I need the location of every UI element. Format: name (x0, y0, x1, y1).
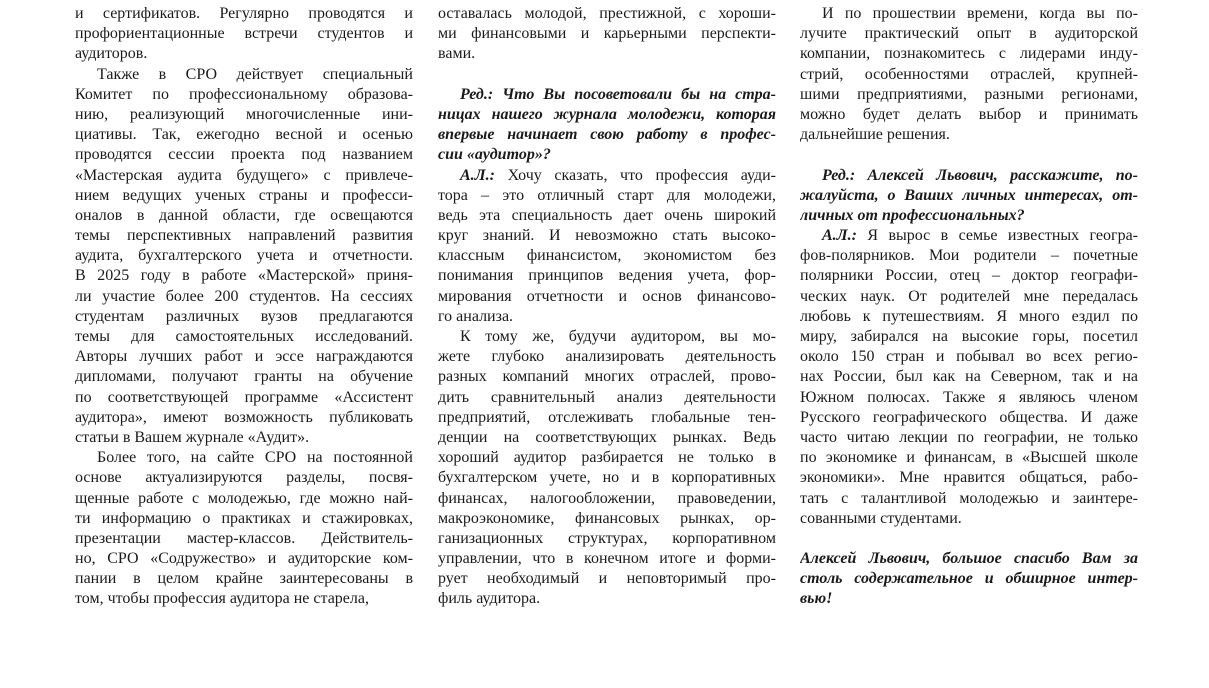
text-line: разных компаний многих отраслей, прово- (438, 368, 776, 386)
text-line: А.Л.: Хочу сказать, что профессия ауди- (460, 166, 776, 184)
body-paragraph (75, 448, 413, 610)
text-line: основе актуализируются разделы, посвя- (75, 469, 413, 487)
text-line: полярники России, отец – доктор географи- (800, 267, 1138, 285)
text-line: филь аудитора. (438, 590, 541, 608)
text-line: макроэкономике, финансовых рынках, ор- (438, 509, 776, 527)
text-line: предприятий, отслеживать глобальные тен- (438, 408, 776, 426)
text-line: можно будет делать выбор и принимать (800, 105, 1138, 123)
text-line: ческих наук. От родителей мне передалась (800, 287, 1138, 305)
text-line: А.Л.: Я вырос в семье известных геогра- (822, 227, 1138, 245)
text-line: бухгалтерском учете, но и в корпоративных (438, 469, 776, 487)
text-line: по экономике и финансам, в «Высшей школе (800, 449, 1138, 467)
text-line: Ред.: Алексей Львович, расскажите, по- (822, 166, 1138, 184)
text-line: оналов в данной области, где освещаются (75, 206, 413, 224)
text-line: темы для самостоятельных исследований. (75, 328, 413, 345)
text-line: пании в целом крайне заинтересованы в (75, 570, 413, 588)
text-column-2 (438, 4, 776, 610)
interview-question-paragraph (800, 549, 1138, 610)
text-line: ганизационных структурах, корпоративном (438, 529, 776, 547)
text-line: Русского географического общества. И даже (800, 408, 1138, 426)
paragraph-spacer (438, 65, 776, 85)
text-line: и сертификатов. Регулярно проводятся и (75, 5, 413, 22)
text-line: сованными студентами. (800, 509, 962, 527)
text-line: тора – это отличный старт для молодежи, (438, 186, 776, 204)
speaker-label: А.Л.: (460, 166, 495, 184)
text-line: лучите практический опыт в аудиторской (800, 25, 1138, 43)
body-paragraph (438, 4, 776, 65)
text-line: по соответствующей программе «Ассистент (75, 388, 413, 406)
text-line: денции на соответствующих рынках. Ведь (438, 428, 776, 446)
text-line: ведь эта специальность дает очень широкий (438, 206, 776, 224)
text-line: Южном полюсах. Также я являюсь членом (800, 388, 1138, 406)
text-line: экономики». Мне нравится общаться, рабо- (800, 469, 1138, 487)
text-line: оставалась молодой, престижной, с хороши- (438, 5, 776, 22)
text-line: рует необходимый и неповторимый про- (438, 570, 776, 588)
text-line: «Мастерская аудита будущего» с привлече- (75, 166, 413, 184)
interview-question-paragraph (438, 85, 776, 166)
text-column-1 (75, 4, 413, 610)
text-line: дальнейшие решения. (800, 126, 950, 144)
body-paragraph (800, 226, 1138, 529)
text-line: аудита, бухгалтерского учета и отчетности. (75, 247, 413, 265)
text-line: го анализа. (438, 307, 514, 325)
text-line: хороший аудитор разбирается не только в (438, 449, 776, 467)
text-line: классным финансистом, экономистом без (438, 247, 776, 265)
text-line: том, чтобы профессия аудитора не старела, (75, 590, 369, 608)
text-line: стрий, особенностями отраслей, крупней- (800, 65, 1138, 83)
text-line: финансах, налогообложении, правоведении, (438, 489, 776, 507)
text-line: Ред.: Что Вы посоветовали бы на стра- (460, 85, 776, 103)
text-line: нием ведущих ученых страны и професси- (75, 186, 413, 204)
text-line: Алексей Львович, большое спасибо Вам за (800, 550, 1138, 568)
text-line: около 150 стран и побывал во всех регио- (800, 348, 1138, 366)
text-line: нию, реализующий многочисленные ини- (75, 105, 413, 123)
text-line: презентации мастер-классов. Действитель- (75, 529, 413, 547)
text-line: проводятся сессии проекта под названием (75, 146, 413, 164)
text-line: любовь к путешествиям. Я много ездил по (800, 307, 1138, 325)
body-paragraph (75, 4, 413, 65)
text-line: В 2025 году в работе «Мастерской» приня- (75, 267, 413, 285)
paragraph-spacer (800, 145, 1138, 165)
text-line: И по прошествии времени, когда вы по- (822, 5, 1138, 22)
text-line: вью! (800, 590, 833, 608)
text-line: мирования отчетности и основ финансово- (438, 287, 776, 305)
text-line: циативы. Так, ежегодно весной и осенью (75, 126, 413, 144)
text-line: дипломами, получают гранты на обучение (75, 368, 413, 386)
text-line: фов-полярников. Мои родители – почетные (800, 247, 1138, 265)
body-paragraph (800, 4, 1138, 145)
text-line: но, СРО «Содружество» и аудиторские ком- (75, 550, 413, 568)
text-line: щенные работе с молодежью, где можно най- (75, 489, 413, 507)
text-column-3 (800, 4, 1138, 610)
text-line: аудитора», имеют возможность публиковать (75, 408, 413, 426)
text-line: шими предприятиями, разными регионами, (800, 85, 1138, 103)
text-line: компании, познакомитесь с лидерами инду- (800, 45, 1138, 63)
text-line: впервые начинает свою работу в профес- (438, 126, 776, 144)
text-line: тать с талантливой молодежью и заинтере- (800, 489, 1138, 507)
text-line: управлении, что в конечном итоге и форми- (438, 550, 776, 568)
text-line: Комитет по профессиональному образова- (75, 85, 413, 103)
text-line: ли участие более 200 студентов. На сессиях (75, 287, 413, 305)
text-line: сии «аудитор»? (438, 146, 551, 164)
text-line: жалуйста, о Ваших личных интересах, от- (800, 186, 1138, 204)
body-paragraph (75, 65, 413, 449)
text-line: дить сравнительный анализ деятельности (438, 388, 776, 406)
interview-question-paragraph (800, 166, 1138, 227)
text-line: понимания принципов ведения учета, фор- (438, 267, 776, 285)
text-line: ницах нашего журнала молодежи, которая (438, 105, 776, 123)
text-line: темы перспективных направлений развития (75, 227, 413, 245)
text-line: жете глубоко анализировать деятельность (438, 348, 776, 366)
text-line: столь содержательное и обширное интер- (800, 570, 1138, 588)
text-line: студентам различных вузов предлагаются (75, 307, 413, 325)
body-paragraph (438, 327, 776, 610)
text-line: круг знаний. И невозможно стать высоко- (438, 227, 776, 245)
text-line: Авторы лучших работ и эссе награждаются (75, 348, 413, 366)
text-line: Также в СРО действует специальный (97, 65, 413, 83)
body-paragraph (438, 166, 776, 328)
text-line: профориентационные встречи студентов и (75, 25, 413, 43)
text-line: ми финансовыми и карьерными перспекти- (438, 25, 776, 43)
text-line: миру, забирался на высокие горы, посетил (800, 328, 1138, 345)
text-line: Более того, на сайте СРО на постоянной (97, 449, 413, 467)
text-line: нах России, был как на Северном, так и на (800, 368, 1138, 386)
text-line: аудиторов. (75, 45, 148, 63)
text-line: К тому же, будучи аудитором, вы мо- (460, 328, 776, 345)
text-line: вами. (438, 45, 476, 63)
text-line: ти информацию о практиках и стажировках, (75, 509, 413, 527)
text-line: часто читаю лекции по географии, не только (800, 428, 1138, 446)
text-line: личных от профессиональных? (800, 206, 1025, 224)
speaker-label: А.Л.: (822, 227, 857, 245)
paragraph-spacer (800, 529, 1138, 549)
text-line: статьи в Вашем журнале «Аудит». (75, 428, 310, 446)
